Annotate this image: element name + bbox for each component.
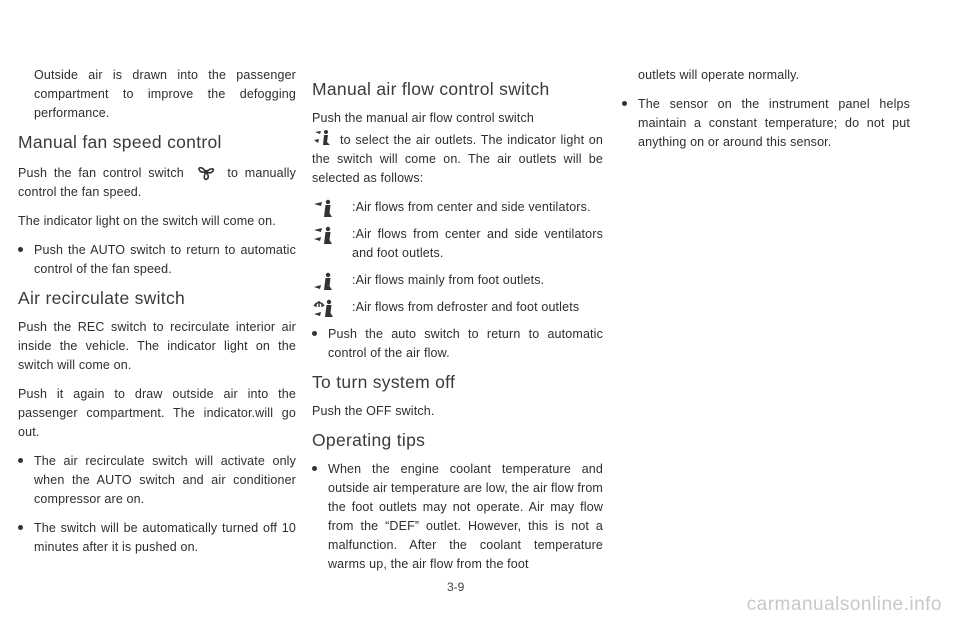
fan-paragraph-2: The indicator light on the switch will come on. (18, 214, 276, 228)
mode-foot-text: :Air flows mainly from foot outlets. (352, 273, 545, 287)
heading-manual-air-flow: Manual air flow control switch (312, 79, 550, 99)
mode-defrost-foot (312, 298, 603, 317)
continued-text: outlets will operate normally. (638, 68, 800, 82)
vent-mode-icon (312, 198, 338, 220)
left-column (18, 66, 296, 567)
intro-paragraph: Outside air is drawn into the passenger compartment to improve the defogging performance. (34, 68, 296, 120)
mode-vent (312, 198, 603, 217)
recirc-paragraph-1: Push the REC switch to recirculate interior air inside the vehicle. The indicator light on the switch will come on. (18, 320, 296, 372)
mode-bilevel-text: :Air flows from center and side ventilators and foot outlets. (352, 227, 603, 260)
heading-turn-system-off: To turn system off (312, 372, 456, 392)
off-paragraph: Push the OFF switch. (312, 404, 435, 418)
manual-text-after: to select the air outlets. The indicator light on the switch will come on. The air outlets will be selected as follows: (312, 133, 603, 185)
tips-bullet-text: When the engine coolant temperature and outside air temperature are low, the air flow from the foot outlets may not operate. Air may flow from the “DEF” outlet. However, this is not a malfunction. After the coolant temperature warms up, the air flow from the foot (328, 462, 603, 571)
fan-text-after: to manually control the fan speed. (18, 166, 297, 199)
fan-icon (195, 162, 217, 182)
recirc-bullet-2-text: The switch will be automatically turned off 10 minutes after it is pushed on. (34, 521, 296, 554)
sensor-bullet (622, 95, 910, 152)
defrost-foot-mode-icon (312, 298, 338, 320)
recirc-paragraph-2: Push it again to draw outside air into the passenger compartment. The indicator.will go out. (18, 387, 296, 439)
bullet-dot (312, 331, 317, 336)
bullet-dot (18, 458, 23, 463)
bullet-dot (312, 466, 317, 471)
fan-bullet-text: Push the AUTO switch to return to automatic control of the fan speed. (34, 243, 296, 276)
recirc-bullet-2 (18, 519, 296, 557)
sensor-bullet-text: The sensor on the instrument panel helps maintain a constant temperature; do not put anything on or around this sensor. (638, 97, 910, 149)
heading-air-recirculate: Air recirculate switch (18, 288, 186, 308)
manual-paragraph-1 (312, 109, 603, 188)
bullet-dot (18, 247, 23, 252)
bilevel-mode-icon (312, 225, 338, 247)
heading-manual-fan-speed: Manual fan speed control (18, 132, 222, 152)
air-flow-mode-icon (312, 128, 334, 148)
mode-bilevel (312, 225, 603, 263)
mode-defrost-foot-text: :Air flows from defroster and foot outlets (352, 300, 580, 314)
mode-foot (312, 271, 603, 290)
fan-bullet (18, 241, 296, 279)
mode-vent-text: :Air flows from center and side ventilators. (352, 200, 591, 214)
fan-paragraph-1 (18, 162, 296, 202)
tips-bullet (312, 460, 603, 574)
manual-text-before: Push the manual air flow control switch (312, 111, 534, 125)
bullet-dot (18, 525, 23, 530)
middle-column (312, 80, 603, 584)
heading-operating-tips: Operating tips (312, 430, 426, 450)
manual-bullet (312, 325, 603, 363)
foot-mode-icon (312, 271, 338, 293)
bullet-dot (622, 101, 627, 106)
page-number: 3-9 (447, 580, 465, 594)
recirc-bullet-1 (18, 452, 296, 509)
watermark: carmanualsonline.info (746, 594, 942, 615)
recirc-bullet-1-text: The air recirculate switch will activate only when the AUTO switch and air conditioner compressor are on. (34, 454, 296, 506)
fan-text-before: Push the fan control switch (18, 166, 184, 180)
right-column (622, 66, 910, 162)
manual-bullet-text: Push the auto switch to return to automatic control of the air flow. (328, 327, 603, 360)
